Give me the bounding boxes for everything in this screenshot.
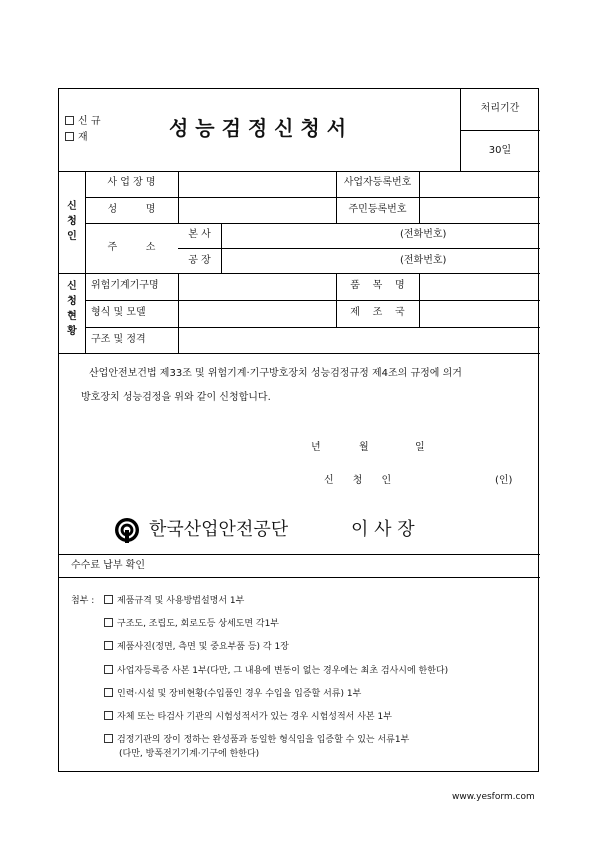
attachment-checkbox[interactable] (104, 665, 113, 674)
machine-name-field[interactable] (179, 274, 335, 299)
fee-confirmation-field[interactable] (169, 555, 539, 576)
recipient-title: 이 사 장 (351, 519, 415, 540)
statement-line-1: 산업안전보건법 제33조 및 위험기계·기구방호장치 성능검정규정 제4조의 규정에 의거 (89, 368, 462, 379)
source-url[interactable]: www.yesform.com (452, 792, 535, 802)
new-option[interactable]: 신 규 (65, 116, 101, 128)
model-label: 형식 및 모델 (91, 307, 146, 318)
seal-mark: (인) (495, 475, 513, 486)
resident-reg-label: 주민등록번호 (348, 204, 407, 215)
factory-label: 공 장 (188, 255, 211, 266)
attachment-item: 구조도, 조립도, 회로도등 상세도면 각1부 (104, 618, 279, 630)
machine-name-label: 위험기계기구명 (91, 280, 159, 291)
model-field[interactable] (179, 301, 335, 326)
attachment-item: 사업자등록증 사본 1부(다만, 그 내용에 변동이 없는 경우에는 최초 검사시에 한한다) (104, 665, 448, 677)
date-month-label: 월 (359, 442, 369, 453)
attachment-item: 제품규격 및 사용방법설명서 1부 (104, 595, 244, 607)
address-label: 주 소 (107, 242, 156, 253)
re-checkbox[interactable] (65, 132, 74, 141)
factory-address-field[interactable] (222, 249, 539, 272)
kosha-logo-icon (114, 517, 140, 543)
attachment-item: 제품사진(정면, 측면 및 중요부품 등) 각 1장 (104, 641, 289, 653)
head-office-address-field[interactable] (222, 224, 539, 247)
applicant-sign-label: 신 청 인 (324, 475, 392, 486)
form-title: 성 능 검 정 신 청 서 (169, 116, 347, 140)
head-office-label: 본 사 (188, 229, 211, 240)
phone-label-factory: (전화번호) (400, 255, 447, 266)
application-section-label: 신청현황 (67, 281, 77, 337)
attachment-item: 검정기관의 장이 정하는 완성품과 동일한 형식임을 입증할 수 있는 서류1부 (104, 734, 409, 746)
recipient-org: 한국산업안전공단 (149, 519, 289, 540)
resident-reg-field[interactable] (420, 198, 539, 222)
attachment-checkbox[interactable] (104, 595, 113, 604)
attachment-item: 자체 또는 타검사 기관의 시험성적서가 있는 경우 시험성적서 사본 1부 (104, 711, 392, 723)
attachment-item: 인력·시설 및 장비현황(수입품인 경우 수입을 입증할 서류) 1부 (104, 688, 361, 700)
re-option[interactable]: 재 (65, 132, 88, 144)
structure-field[interactable] (179, 328, 539, 352)
structure-label: 구조 및 정격 (91, 334, 146, 345)
biz-reg-label: 사업자등록번호 (343, 177, 412, 188)
workplace-field[interactable] (179, 172, 335, 196)
country-label: 제 조 국 (350, 307, 405, 318)
item-field[interactable] (420, 274, 539, 299)
period-label: 처리기간 (480, 103, 520, 114)
attachment-checkbox[interactable] (104, 641, 113, 650)
country-field[interactable] (420, 301, 539, 326)
new-checkbox[interactable] (65, 116, 74, 125)
attachment-note: (다만, 방폭전기기계·기구에 한한다) (119, 749, 260, 759)
attachment-checkbox[interactable] (104, 734, 113, 743)
statement-line-2: 방호장치 성능검정을 위와 같이 신청합니다. (81, 392, 271, 403)
attachments-label: 첨부 : (71, 596, 95, 606)
date-year-label: 년 (311, 442, 321, 453)
item-label: 품 목 명 (350, 280, 405, 291)
period-value: 30일 (488, 145, 512, 156)
phone-label-head-office: (전화번호) (400, 229, 447, 240)
applicant-section-label: 신청인 (67, 201, 77, 242)
name-field[interactable] (179, 198, 335, 222)
attachment-checkbox[interactable] (104, 688, 113, 697)
biz-reg-field[interactable] (420, 172, 539, 196)
name-label: 성 명 (107, 204, 156, 215)
date-day-label: 일 (415, 442, 425, 453)
attachment-checkbox[interactable] (104, 618, 113, 627)
workplace-label: 사 업 장 명 (107, 177, 156, 188)
fee-label: 수수료 납부 확인 (71, 560, 145, 571)
application-form (58, 88, 539, 772)
attachment-checkbox[interactable] (104, 711, 113, 720)
